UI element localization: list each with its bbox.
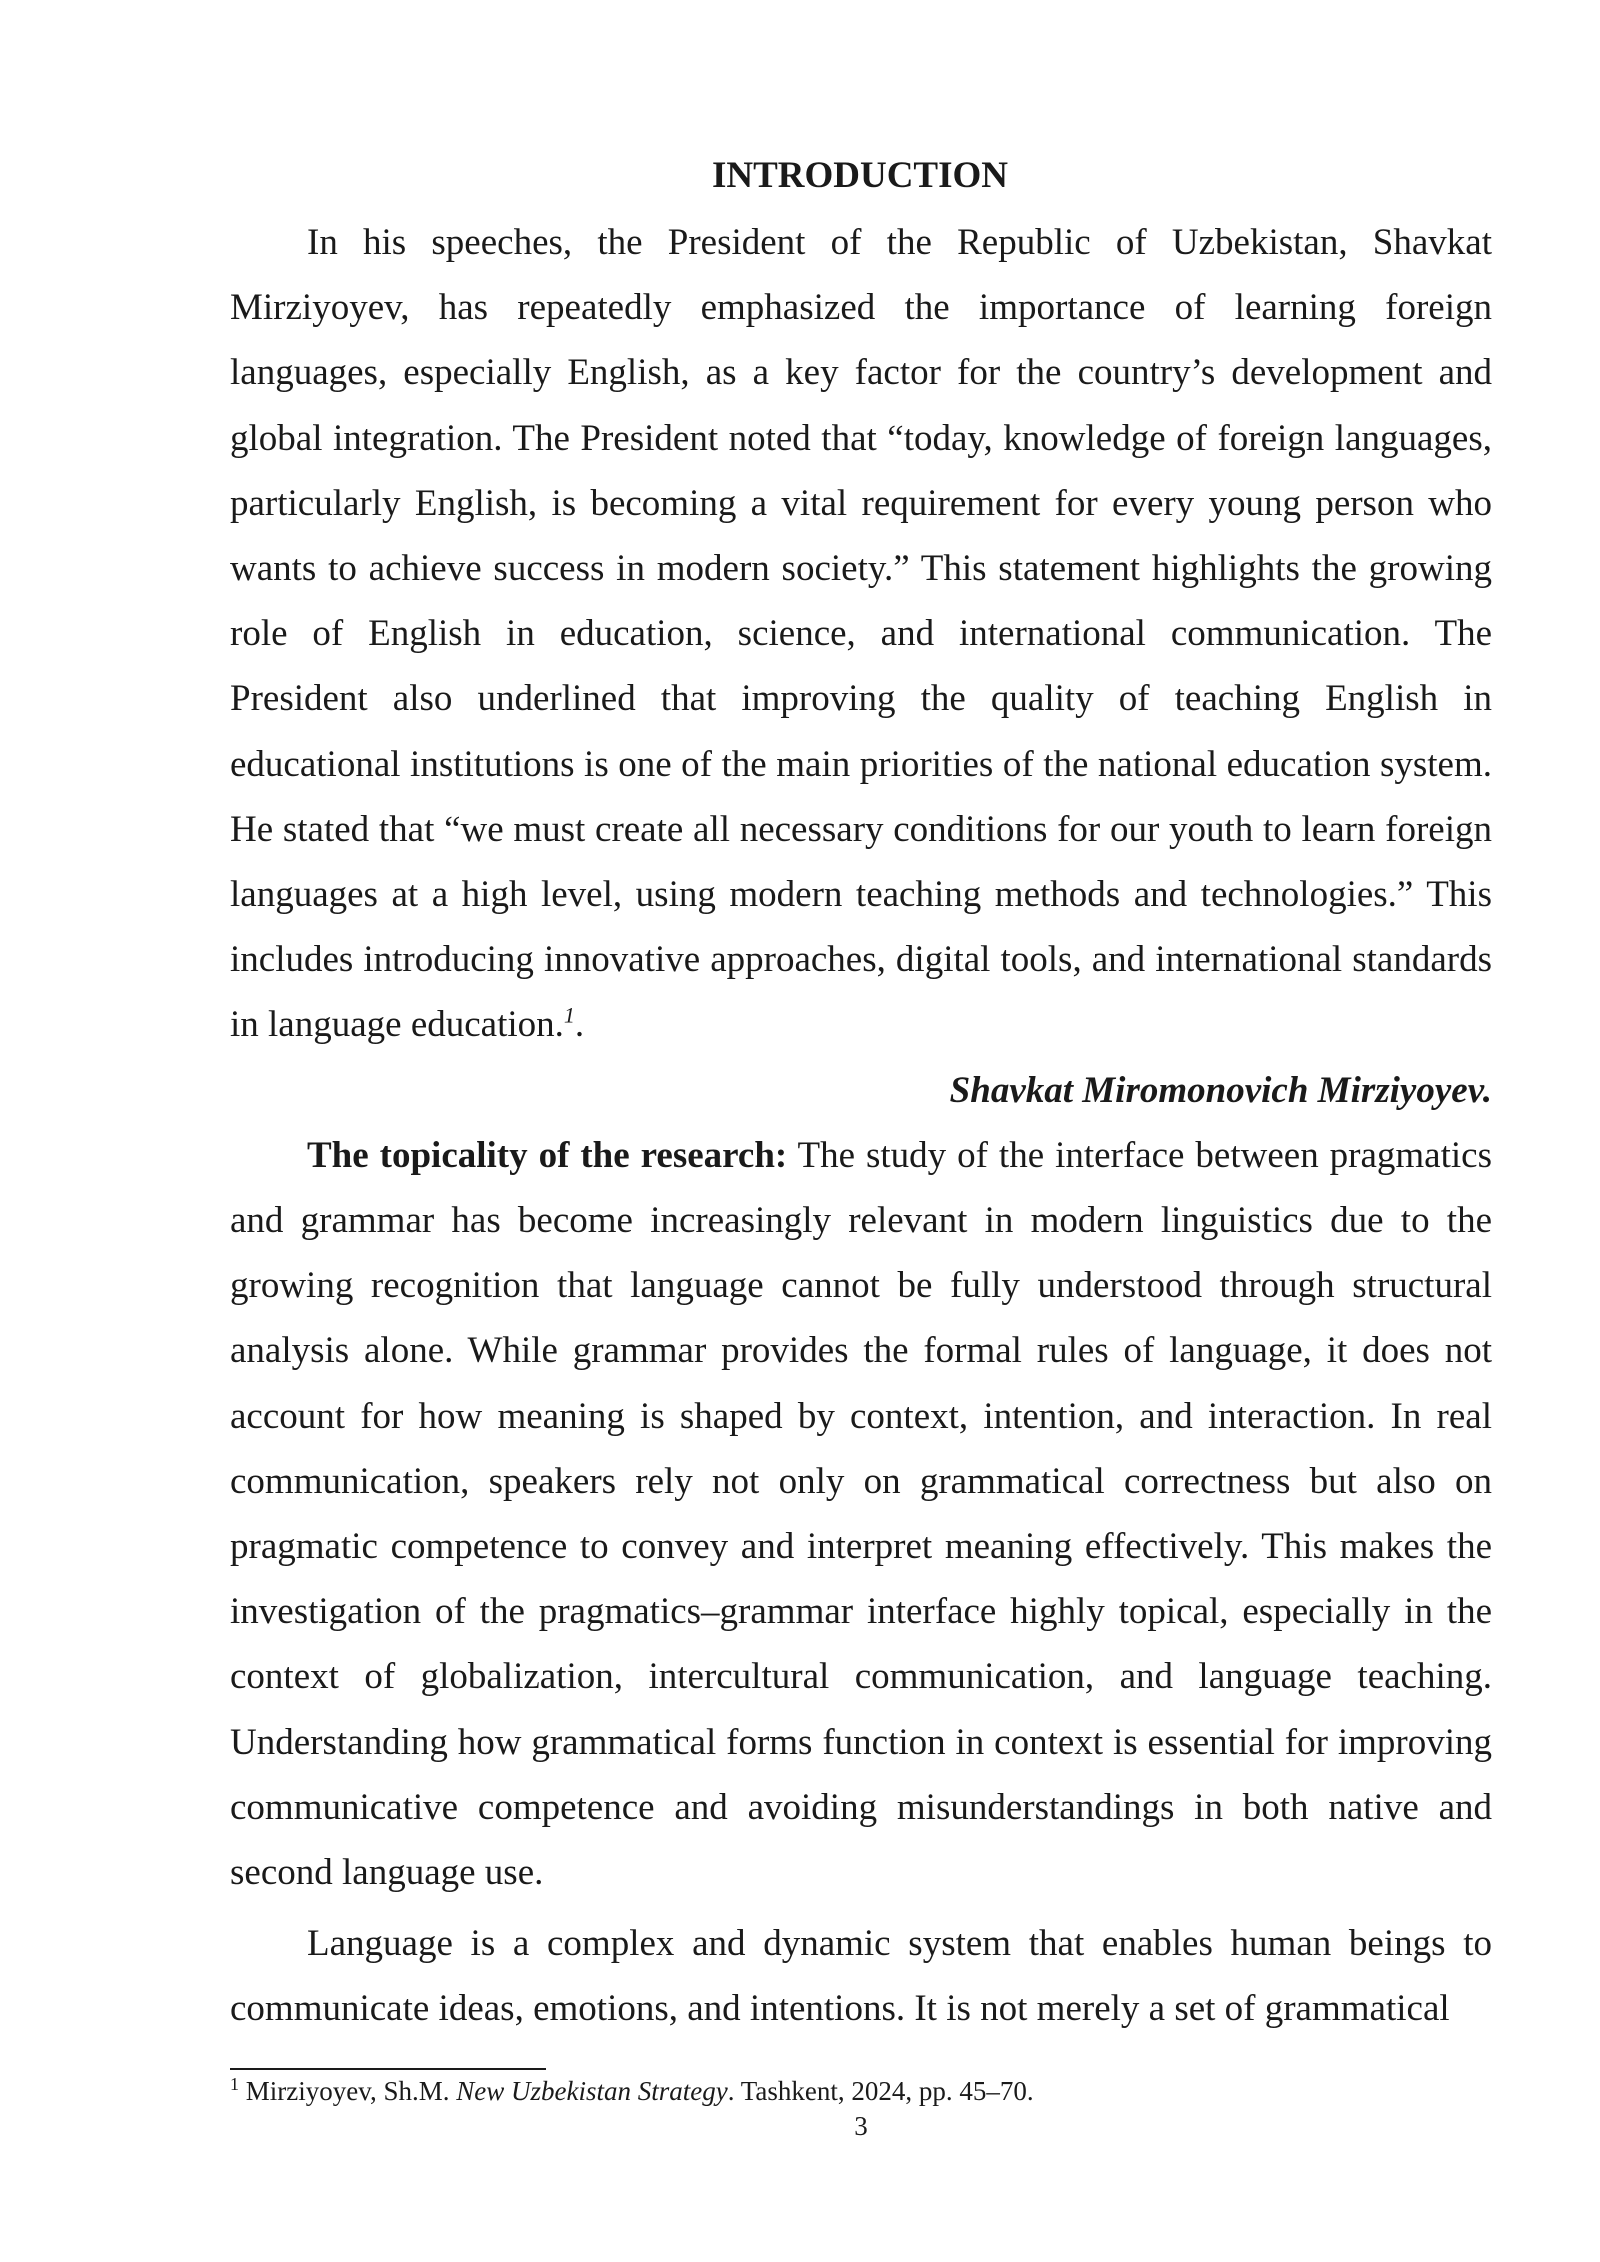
signature: Shavkat Miromonovich Mirziyoyev. (949, 1069, 1492, 1111)
paragraph-trailing: . (574, 1004, 585, 1046)
paragraph-topicality (230, 1123, 1492, 1905)
footnote-details: . Tashkent, 2024, pp. 45–70. (727, 2076, 1034, 2106)
footnote-divider (230, 2068, 546, 2070)
paragraph-text: The study of the interface between pragmatics and grammar has become increasingly relevant in modern linguistics due to the growing recognition that language cannot be fully understood through structural analysis alone. While grammar provides the formal rules of language, it does not account for how meaning is shaped by context, intention, and interaction. In real communication, speakers rely not only on grammatical correctness but also on pragmatic competence to convey and interpret meaning effectively. This makes the investigation of the pragmatics–grammar interface highly topical, especially in the context of globalization, intercultural communication, and language teaching. Understanding how grammatical forms function in context is essential for improving communicative competence and avoiding misunderstandings in both native and second language use. (230, 1134, 1492, 1894)
footnote-title: New Uzbekistan Strategy (456, 2076, 728, 2106)
footnote-reference[interactable]: 1 (563, 1003, 575, 1029)
footnote-author: Mirziyoyev, Sh.M. (245, 2076, 450, 2106)
body-text (230, 210, 1492, 2042)
page-title: INTRODUCTION (711, 155, 1009, 196)
paragraph-language: Language is a complex and dynamic system that enables human beings to communicate ideas, emotions, and intentions. It is not merely a set of grammatical (230, 1923, 1492, 2030)
footnote-number: 1 (230, 2074, 239, 2094)
paragraph-president-quote (230, 210, 1492, 1058)
paragraph-text: In his speeches, the President of the Republic of Uzbekistan, Shavkat Mirziyoyev, has repeatedly emphasized the importance of learning foreign languages, especially English, as a key factor for the country’s development and global integration. The President noted that “today, knowledge of foreign languages, particularly English, is becoming a vital requirement for every young person who wants to achieve success in modern society.” This statement highlights the growing role of English in education, science, and international communication. The President also underlined that improving the quality of teaching English in educational institutions is one of the main priorities of the national education system. He stated that “we must create all necessary conditions for our youth to learn foreign languages at a high level, using modern teaching methods and technologies.” This includes introducing innovative approaches, digital tools, and international standards in language education. (230, 222, 1492, 1046)
page-number: 3 (854, 2111, 868, 2141)
paragraph-lead: The topicality of the research: (307, 1134, 788, 1176)
footnote (230, 2073, 1034, 2109)
